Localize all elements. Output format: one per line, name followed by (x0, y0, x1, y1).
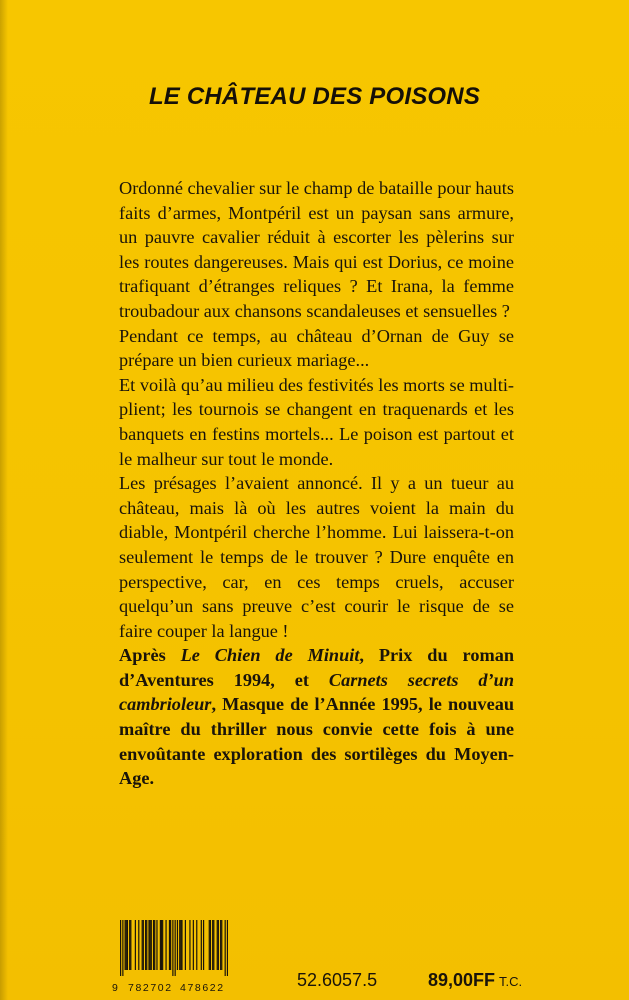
barcode-bar (148, 920, 149, 970)
barcode-bar (138, 920, 139, 970)
barcode-bar (135, 920, 136, 970)
blurb-paragraph-5 (119, 643, 514, 791)
barcode-left-digits: 782702 (128, 982, 173, 994)
price-suffix: T.C. (499, 974, 523, 989)
barcode-bar (130, 920, 131, 970)
barcode-bar (169, 920, 170, 970)
blurb-paragraph-4: Les présages l’avaient annoncé. Il y a un tueur au château, mais là où les autres voient la main du diable, Montpéril cherche l’homme. Lui laissera-t-on seulement le temps de le trouver ? Dure enquête en perspective, car, en ces temps cruels, accuser quelqu’un sans preuve c’est courir le risque de se faire couper la langue ! (119, 473, 514, 641)
blurb-p5-part-a: Après (119, 645, 181, 666)
blurb-p5-book-1: Le Chien de Minuit (180, 645, 360, 666)
barcode-guard-bar (175, 920, 176, 976)
barcode-bar (210, 920, 211, 970)
barcode-guard-bar (225, 920, 226, 976)
book-title: LE CHÂTEAU DES POISONS (148, 83, 481, 110)
barcode-bar (220, 920, 221, 970)
barcode-bar (218, 920, 219, 970)
barcode-bar (165, 920, 166, 970)
barcode-bar (161, 920, 162, 970)
barcode-bar (212, 920, 213, 970)
barcode-bar (156, 920, 157, 970)
barcode-bar (177, 920, 178, 970)
barcode-bar (213, 920, 214, 970)
price-amount: 89,00FF (428, 970, 496, 990)
blurb-text (119, 176, 514, 791)
barcode-bar (196, 920, 197, 970)
barcode-bar (129, 920, 130, 970)
barcode-bar (217, 920, 218, 970)
barcode-guard-bar (172, 920, 173, 976)
barcode-bar (153, 920, 154, 970)
barcode-bar (150, 920, 151, 970)
barcode-bars (120, 920, 228, 976)
blurb-p5-part-c: , Prix du roman d’Aventures 1994, et (119, 645, 514, 690)
spine-shadow (0, 0, 8, 1000)
barcode-lead-digit: 9 (112, 982, 118, 994)
barcode-bar (179, 920, 180, 970)
isbn-barcode (112, 920, 228, 994)
barcode-right-digits: 478622 (180, 982, 225, 994)
barcode-bar (221, 920, 222, 970)
barcode-bar (146, 920, 147, 970)
barcode-bar (160, 920, 161, 970)
catalog-code: 52.6057.5 (297, 970, 378, 990)
barcode-bar (193, 920, 194, 970)
barcode-bar (125, 920, 126, 970)
blurb-p5-book-2: Carnets secrets d’un cambrioleur (119, 669, 514, 715)
price (428, 970, 522, 991)
blurb-p5-part-e: , Masque de l’Année 1995, le nouveau maître du thriller nous convie cette fois à une envoûtante exploration des sortilèges du Moyen-Age. (119, 694, 514, 789)
barcode-bar (154, 920, 155, 970)
barcode-bar (143, 920, 144, 970)
barcode-bar (126, 920, 127, 970)
barcode-bar (142, 920, 143, 970)
barcode-bar (201, 920, 202, 970)
barcode-guard-bar (122, 920, 123, 976)
barcode-bar (189, 920, 190, 970)
barcode-bar (181, 920, 182, 970)
barcode-bar (180, 920, 181, 970)
blurb-paragraph-2: Pendant ce temps, au château d’Ornan de Guy se prépare un bien curieux mariage... (119, 325, 514, 371)
barcode-guard-bar (120, 920, 121, 976)
barcode-bar (203, 920, 204, 970)
barcode-bar (151, 920, 152, 970)
blurb-paragraph-1: Ordonné chevalier sur le champ de bataille pour hauts faits d’armes, Montpéril est un paysan sans armure, un pauvre cavalier réduit à escorter les pèlerins sur les routes dangereuses. Mais qui est Dorius, ce moine trafiquant d’étranges reliques ? Et Irana, la femme troubadour aux chansons scandaleuses et sensuelles ? (119, 178, 514, 321)
barcode-bar (127, 920, 128, 970)
barcode-bar (209, 920, 210, 970)
barcode-bar (145, 920, 146, 970)
barcode-guard-bar (227, 920, 228, 976)
barcode-bar (162, 920, 163, 970)
blurb-paragraph-3: Et voilà qu’au milieu des festivités les morts se multiplient; les tournois se changent en traquenards et les banquets en festins mortels... Le poison est partout et le malheur sur tout le monde. (119, 374, 514, 469)
barcode-bar (170, 920, 171, 970)
barcode-bar (185, 920, 186, 970)
